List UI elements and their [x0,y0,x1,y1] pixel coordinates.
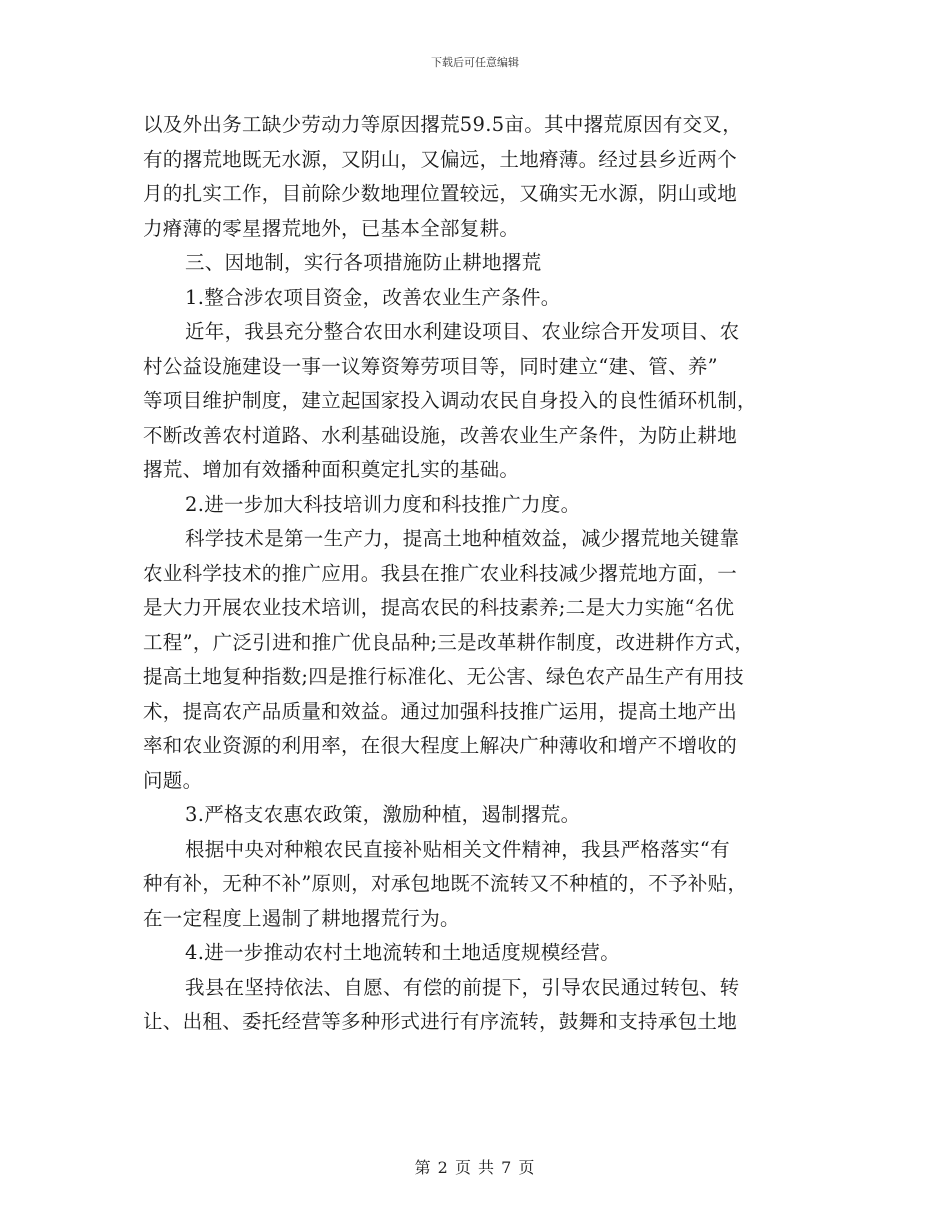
subsection-heading: 1.整合涉农项目资金，改善农业生产条件。 [185,285,561,309]
text-line: 在一定程度上遏制了耕地撂荒行为。 [143,906,460,930]
text-line: 术，提高农产品质量和效益。通过加强科技推广运用，提高土地产出 [143,699,738,723]
text-line: 率和农业资源的利用率，在很大程度上解决广种薄收和增产不增收的 [143,734,738,757]
text-line: 等项目维护制度，建立起国家投入调动农民自身投入的良性循环机制， [143,389,757,412]
text-line: 月的扎实工作，目前除少数地理位置较远，又确实无水源，阴山或地 [143,182,738,205]
text-line: 村公益设施建设一事一议筹资筹劳项目等，同时建立“建、管、养” [143,354,718,378]
text-line: 工程”，广泛引进和推广优良品种;三是改革耕作制度，改进耕作方式， [143,630,755,654]
text-line: 不断改善农村道路、水利基础设施，改善农业生产条件，为防止耕地 [143,423,738,447]
text-line: 有的撂荒地既无水源，又阴山，又偏远，土地瘠薄。经过县乡近两个 [143,147,738,171]
text-line: 种有补，无种不补”原则，对承包地既不流转又不种植的，不予补贴， [143,872,748,895]
text-line: 我县在坚持依法、自愿、有偿的前提下，引导农民通过转包、转 [185,975,740,999]
text-line: 科学技术是第一生产力，提高土地种植效益，减少撂荒地关键靠 [185,527,740,550]
text-line: 让、出租、委托经营等多种形式进行有序流转，鼓舞和支持承包土地 [143,1010,738,1033]
subsection-heading: 3.严格支农惠农政策，激励种植，遏制撂荒。 [185,803,581,826]
text-line: 提高土地复种指数;四是推行标准化、无公害、绿色农产品生产有用技 [143,665,744,688]
document-body [143,108,808,1040]
text-line: 根据中央对种粮农民直接补贴相关文件精神，我县严格落实“有 [185,837,730,861]
subsection-heading: 4.进一步推动农村土地流转和土地适度规模经营。 [185,941,621,964]
text-line: 撂荒、增加有效播种面积奠定扎实的基础。 [143,458,520,481]
subsection-heading: 2.进一步加大科技培训力度和科技推广力度。 [185,492,581,516]
page-number: 第 2 页 共 7 页 [414,1158,536,1177]
text-line: 以及外出务工缺少劳动力等原因撂荒59.5亩。其中撂荒原因有交叉， [143,113,743,136]
text-line: 是大力开展农业技术培训，提高农民的科技素养;二是大力实施“名优 [143,596,735,619]
text-line: 农业科学技术的推广应用。我县在推广农业科技减少撂荒地方面，一 [143,561,738,585]
text-line: 问题。 [143,768,203,792]
text-line: 力瘠薄的零星撂荒地外，已基本全部复耕。 [143,216,520,240]
text-line: 近年，我县充分整合农田水利建设项目、农业综合开发项目、农 [185,320,740,343]
page-header-note: 下载后可任意编辑 [431,56,519,69]
section-heading: 三、因地制，实行各项措施防止耕地撂荒 [185,251,542,274]
